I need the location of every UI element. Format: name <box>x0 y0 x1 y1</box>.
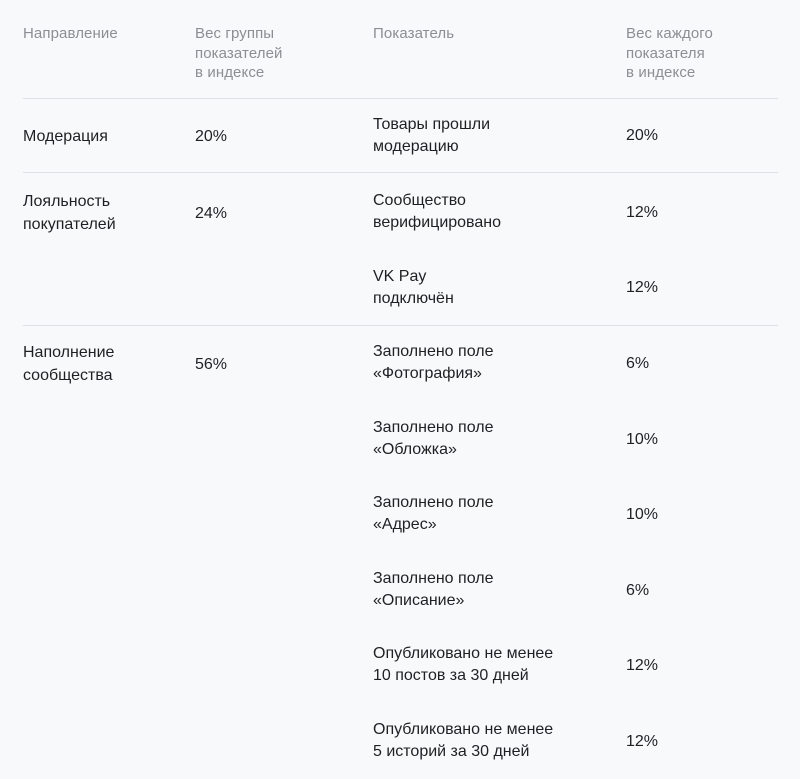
table-row <box>23 99 778 172</box>
indicator-name: Заполнено поле «Адрес» <box>373 492 493 536</box>
indicator-name: Заполнено поле «Описание» <box>373 568 493 612</box>
group-weight: 24% <box>195 202 227 225</box>
indicator-weight: 12% <box>626 655 658 677</box>
indicator-name: Заполнено поле «Фотография» <box>373 341 493 385</box>
indicator-name: Опубликовано не менее 5 историй за 30 дней <box>373 719 553 763</box>
header-each-weight: Вес каждого показателя в индексе <box>626 24 713 83</box>
indicator-weight: 12% <box>626 202 658 224</box>
indicator-weight: 10% <box>626 429 658 451</box>
indicator-name: Опубликовано не менее 10 постов за 30 дней <box>373 643 553 687</box>
table-row <box>23 326 778 402</box>
indicator-name: Товары прошли модерацию <box>373 114 490 158</box>
indicator-weight: 12% <box>626 731 658 753</box>
indicator-weight: 12% <box>626 277 658 299</box>
header-direction: Направление <box>23 24 118 44</box>
table-row <box>23 402 778 478</box>
group-moderation <box>23 99 778 173</box>
group-weight: 20% <box>195 125 227 148</box>
group-weight: 56% <box>195 353 227 376</box>
header-indicator: Показатель <box>373 24 454 44</box>
table-row <box>23 477 778 553</box>
table-row <box>23 553 778 629</box>
group-direction: Наполнение сообщества <box>23 341 114 387</box>
group-content <box>23 326 778 778</box>
indicator-name: Сообщество верифицировано <box>373 190 501 234</box>
indicator-weight: 10% <box>626 504 658 526</box>
indicator-weight: 6% <box>626 353 649 375</box>
indicator-weight: 6% <box>626 580 649 602</box>
table-row <box>23 704 778 779</box>
table-row <box>23 249 778 325</box>
indicator-weight: 20% <box>626 125 658 147</box>
group-loyalty <box>23 173 778 326</box>
table-row <box>23 628 778 704</box>
header-group-weight: Вес группы показателей в индексе <box>195 24 283 83</box>
indicator-name: VK Pay подключён <box>373 266 454 310</box>
table-header <box>23 0 778 99</box>
table-row <box>23 173 778 249</box>
group-direction: Модерация <box>23 125 108 148</box>
indicator-name: Заполнено поле «Обложка» <box>373 417 493 461</box>
group-direction: Лояльность покупателей <box>23 190 116 236</box>
